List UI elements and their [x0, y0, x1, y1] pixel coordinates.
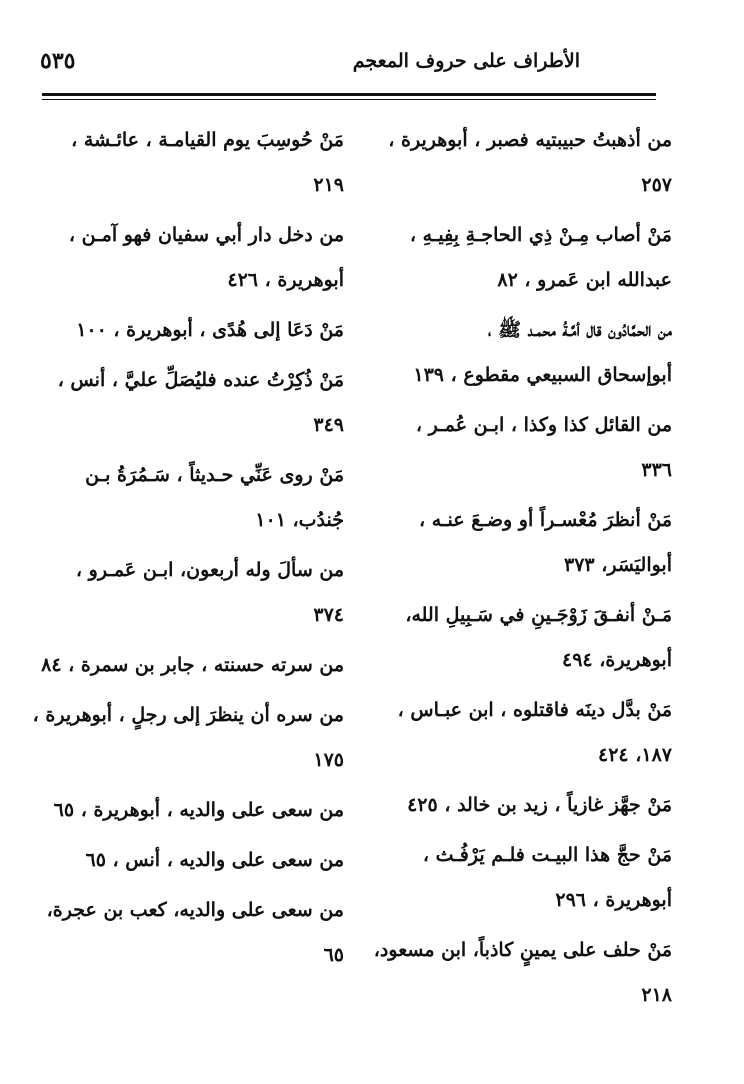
entry-text: مَنْ أصاب مِـنْ ذِي الحاجـةِ بِفِيـهِ ، [409, 224, 672, 246]
entry-continuation: ١٨٧، ٤٢٤ [598, 744, 672, 766]
entry-text: مَنْ ذُكِرْتُ عنده فليُصَلِّ عليَّ ، أنس ، [57, 369, 344, 391]
index-entry [44, 308, 344, 353]
index-entry [32, 693, 344, 783]
entry-continuation: أبواليَسَر، ٣٧٣ [564, 554, 672, 576]
entry-text: مَـنْ أنفـقَ زَوْجَـينِ في سَـبِيلِ الله، [405, 604, 672, 626]
entry-continuation: ٢١٨ [641, 984, 672, 1006]
entry-text: مَنْ حلف على يمينٍ كاذباً، ابن مسعود، [373, 939, 672, 961]
header-rule-thin [42, 99, 656, 100]
index-entry [44, 548, 344, 638]
entry-text: من سألَ وله أربعون، ابـن عَمـرو ، [75, 559, 344, 581]
entry-text: مَنْ دَعَا إلى هُدًى ، أبوهريرة ، ١٠٠ [76, 319, 344, 341]
running-header [40, 44, 660, 84]
entry-continuation: عبدالله ابن عَمرو ، ٨٢ [497, 269, 672, 291]
entry-continuation: أبوهريرة، ٤٩٤ [562, 649, 672, 671]
index-entry [44, 358, 344, 448]
entry-text: مَنْ روى عَنِّي حـديثاً ، سَـمُرَةُ بـن [85, 464, 344, 486]
index-entry [382, 498, 672, 588]
index-entry [382, 833, 672, 923]
entry-text: من سره أن ينظرَ إلى رجلٍ ، أبوهريرة ، [32, 704, 344, 726]
entry-continuation: ٣٧٤ [313, 604, 344, 626]
index-entry [44, 788, 344, 833]
entry-continuation: أبوهريرة ، ٤٢٦ [227, 269, 344, 291]
index-entry [382, 403, 672, 493]
header-rule-thick [42, 93, 656, 96]
index-column-left [32, 118, 344, 1058]
entry-text: من أذهبتُ حبيبتيه فصبر ، أبوهريرة ، [388, 129, 672, 151]
entry-text: مَنْ أنظرَ مُعْسـراً أو وضـعَ عنـه ، [419, 509, 672, 531]
entry-text: من سعى على والديه ، أبوهريرة ، ٦٥ [53, 799, 344, 821]
entry-continuation: جُندُب، ١٠١ [255, 509, 344, 531]
entry-continuation: ٣٤٩ [313, 414, 344, 436]
entry-text: من سرته حسنته ، جابر بن سمرة ، ٨٤ [41, 654, 344, 676]
entry-text: مَنْ حُوسِبَ يوم القيامـة ، عائـشة ، [71, 129, 344, 151]
entry-continuation: أبوإسحاق السبيعي مقطوع ، ١٣٩ [413, 364, 672, 386]
index-entry [44, 838, 344, 883]
header-title: الأطراف على حروف المعجم [352, 50, 580, 72]
index-entry [44, 888, 344, 978]
index-entry [382, 688, 672, 778]
index-entry [382, 213, 672, 303]
entry-continuation: ٢٥٧ [641, 174, 672, 196]
entry-text: من الحمَّادُون قال أمَّـةُ محمـد ﷺ ، [487, 319, 672, 341]
entry-text: من القائل كذا وكذا ، ابـن عُمـر ، [415, 414, 672, 436]
entry-continuation: ٣٣٦ [641, 459, 672, 481]
index-entry [44, 213, 344, 303]
entry-text: من دخل دار أبي سفيان فهو آمـن ، [68, 224, 344, 246]
entry-text: مَنْ حجَّ هذا البيـت فلـم يَرْفُـث ، [422, 844, 672, 866]
index-entry [382, 308, 672, 398]
entry-continuation: ١٧٥ [313, 749, 344, 771]
index-entry [382, 118, 672, 208]
entry-continuation: أبوهريرة ، ٢٩٦ [555, 889, 672, 911]
index-column-right [373, 118, 672, 1058]
index-entry [44, 118, 344, 208]
entry-continuation: ٦٥ [323, 944, 344, 966]
index-entry [382, 593, 672, 683]
entry-text: من سعى على والديه ، أنس ، ٦٥ [85, 849, 344, 871]
page-number: ٥٣٥ [40, 48, 76, 74]
index-entry [373, 928, 672, 1018]
index-entry [382, 783, 672, 828]
entry-text: مَنْ بدَّل دينَه فاقتلوه ، ابن عبـاس ، [397, 699, 672, 721]
entry-continuation: ٢١٩ [313, 174, 344, 196]
index-entry [41, 643, 344, 688]
index-entry [44, 453, 344, 543]
entry-text: من سعى على والديه، كعب بن عجرة، [46, 899, 344, 921]
entry-text: مَنْ جهَّز غازياً ، زيد بن خالد ، ٤٢٥ [407, 794, 672, 816]
